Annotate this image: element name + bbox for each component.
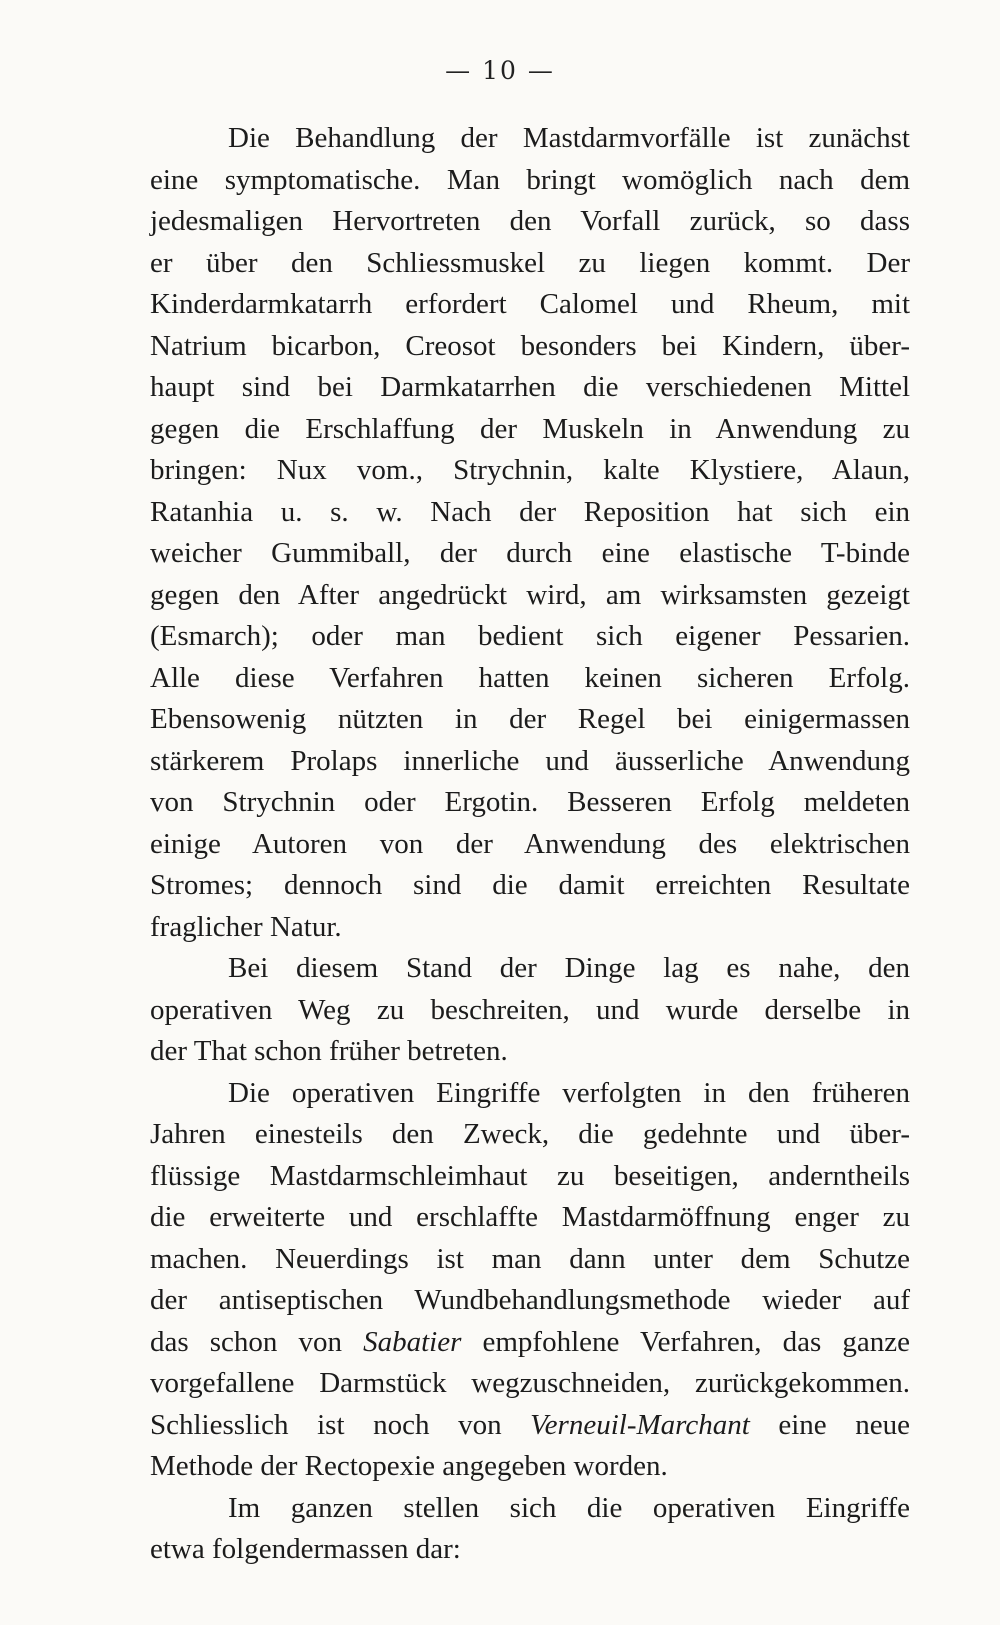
text-line <box>150 865 910 907</box>
text-line <box>150 658 910 700</box>
text-line <box>150 409 910 451</box>
text-line-content: weicher Gummiball, der durch eine elastische T-binde <box>150 537 910 569</box>
text-line <box>150 243 910 285</box>
text-line <box>150 782 910 824</box>
text-line-content: Die operativen Eingriffe verfolgten in den früheren <box>228 1076 910 1109</box>
text-line-content: der antiseptischen Wundbehandlungsmethode wieder auf <box>150 1284 910 1316</box>
text-line-content: fraglicher Natur. <box>150 910 342 943</box>
text-line-content: flüssige Mastdarmschleimhaut zu beseitigen, anderntheils <box>150 1159 910 1192</box>
text-line <box>150 907 910 949</box>
text-line <box>150 990 910 1032</box>
text-line <box>150 284 910 326</box>
text-line-content: Alle diese Verfahren hatten keinen sicheren Erfolg. <box>150 661 910 694</box>
text-line <box>150 1488 910 1530</box>
text-line <box>150 741 910 783</box>
text-line-content: eine symptomatische. Man bringt womöglich nach dem <box>150 163 910 196</box>
text-line-content: vorgefallene Darmstück wegzuschneiden, zurückgekommen. <box>150 1367 910 1399</box>
text-line-content: Ratanhia u. s. w. Nach der Reposition hat sich ein <box>150 495 910 528</box>
text-line-content: Stromes; dennoch sind die damit erreichten Resultate <box>150 869 910 901</box>
text-line-content: Methode der Rectopexie angegeben worden. <box>150 1450 668 1482</box>
text-line-content: er über den Schliessmuskel zu liegen kommt. Der <box>150 246 910 279</box>
text-line <box>150 1114 910 1156</box>
text-line-content: der That schon früher betreten. <box>150 1035 508 1067</box>
text-line-content: empfohlene Verfahren, das ganze <box>461 1325 910 1358</box>
text-line-content: das schon von <box>150 1325 364 1358</box>
text-line <box>150 533 910 575</box>
text-line <box>150 699 910 741</box>
text-line <box>150 1031 910 1073</box>
text-line-content: Im ganzen stellen sich die operativen Eingriffe <box>228 1491 910 1524</box>
text-line <box>150 118 910 160</box>
text-line <box>150 160 910 202</box>
text-line-content: Jahren einesteils den Zweck, die gedehnte und über- <box>150 1118 910 1150</box>
text-line <box>150 1073 910 1115</box>
text-line-content: Ebensowenig nützten in der Regel bei einigermassen <box>150 703 910 735</box>
text-line-content: gegen den After angedrückt wird, am wirksamsten gezeigt <box>150 578 910 611</box>
text-line <box>150 1363 910 1405</box>
author-name: Sabatier <box>363 1325 462 1358</box>
text-line <box>150 1322 910 1364</box>
text-line-content: von Strychnin oder Ergotin. Besseren Erfolg meldeten <box>150 786 910 818</box>
text-line-content: jedesmaligen Hervortreten den Vorfall zurück, so dass <box>150 205 910 237</box>
text-line <box>150 367 910 409</box>
text-line-content: (Esmarch); oder man bedient sich eigener Pessarien. <box>150 620 910 652</box>
text-line <box>150 1239 910 1281</box>
text-line-content: Bei diesem Stand der Dinge lag es nahe, den <box>228 952 910 984</box>
text-line <box>150 1156 910 1198</box>
text-line <box>150 1405 910 1447</box>
text-line-content: etwa folgendermassen dar: <box>150 1533 461 1565</box>
text-line-content: stärkerem Prolaps innerliche und äusserliche Anwendung <box>150 744 910 777</box>
text-line-content: die erweiterte und erschlaffte Mastdarmöffnung enger zu <box>150 1201 910 1233</box>
text-line <box>150 1446 910 1488</box>
author-name: Verneuil-Marchant <box>530 1408 750 1441</box>
text-line <box>150 1280 910 1322</box>
text-line <box>150 824 910 866</box>
text-line-content: gegen die Erschlaffung der Muskeln in Anwendung zu <box>150 412 910 445</box>
text-line-content: eine neue <box>749 1408 910 1441</box>
text-line <box>150 616 910 658</box>
text-line-content: Schliesslich ist noch von <box>150 1408 531 1441</box>
text-line-content: operativen Weg zu beschreiten, und wurde derselbe in <box>150 993 910 1026</box>
text-line <box>150 201 910 243</box>
text-line-content: Kinderdarmkatarrh erfordert Calomel und Rheum, mit <box>150 288 910 320</box>
body-text <box>150 118 910 1571</box>
text-line-content: bringen: Nux vom., Strychnin, kalte Klystiere, Alaun, <box>150 454 910 486</box>
text-line-content: haupt sind bei Darmkatarrhen die verschiedenen Mittel <box>150 371 910 403</box>
text-line <box>150 948 910 990</box>
text-line <box>150 326 910 368</box>
page-number: — 10 — <box>445 56 555 85</box>
text-line-content: Die Behandlung der Mastdarmvorfälle ist zunächst <box>228 122 910 154</box>
text-line-content: einige Autoren von der Anwendung des elektrischen <box>150 827 910 860</box>
text-line-content: Natrium bicarbon, Creosot besonders bei Kindern, über- <box>150 329 910 362</box>
text-line <box>150 492 910 534</box>
text-line <box>150 575 910 617</box>
text-line <box>150 1529 910 1571</box>
text-line-content: machen. Neuerdings ist man dann unter dem Schutze <box>150 1242 910 1275</box>
text-line <box>150 450 910 492</box>
text-line <box>150 1197 910 1239</box>
